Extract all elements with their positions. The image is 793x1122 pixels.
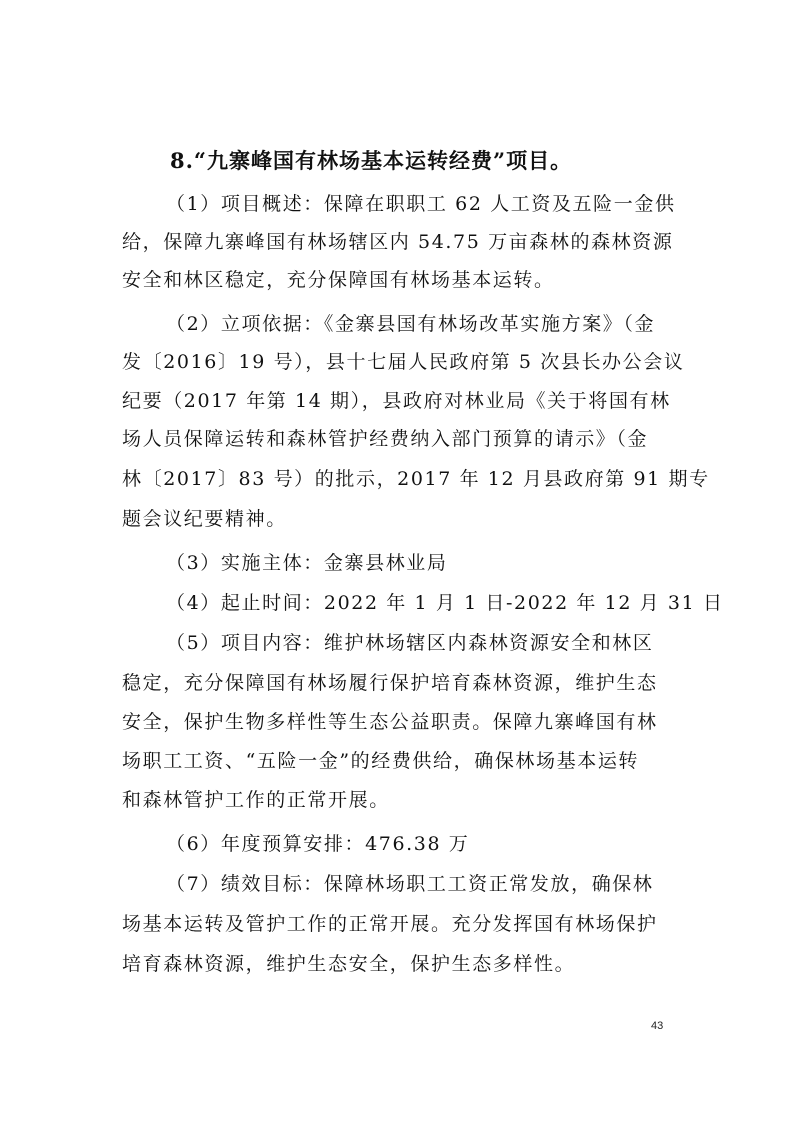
paragraph-line: 林〔2017〕83 号）的批示，2017 年 12 月县政府第 91 期专 xyxy=(122,468,710,490)
page-number: 43 xyxy=(651,1020,664,1032)
paragraph-line: 稳定，充分保障国有林场履行保护培育森林资源，维护生态 xyxy=(122,672,658,694)
paragraph-line: 安全，保护生物多样性等生态公益职责。保障九寨峰国有林 xyxy=(122,711,658,733)
paragraph-line: 纪要（2017 年第 14 期），县政府对林业局《关于将国有林 xyxy=(122,390,671,412)
paragraph-line: （2）立项依据：《金寨县国有林场改革实施方案》（金 xyxy=(166,313,656,335)
paragraph-line: （4）起止时间：2022 年 1 月 1 日-2022 年 12 月 31 日 xyxy=(166,592,724,614)
paragraph-line: （3）实施主体：金寨县林业局 xyxy=(166,552,448,574)
paragraph-line: （5）项目内容：维护林场辖区内森林资源安全和林区 xyxy=(166,632,654,654)
paragraph-line: 安全和林区稳定，充分保障国有林场基本运转。 xyxy=(122,269,555,291)
paragraph-line: （7）绩效目标：保障林场职工工资正常发放，确保林 xyxy=(166,873,654,895)
paragraph-line: 场职工工资、“五险一金”的经费供给，确保林场基本运转 xyxy=(122,750,640,772)
section-heading: 8.“九寨峰国有林场基本运转经费”项目。 xyxy=(170,148,573,173)
paragraph-line: 培育森林资源，维护生态安全，保护生态多样性。 xyxy=(122,953,576,975)
paragraph-line: 题会议纪要精神。 xyxy=(122,508,287,530)
paragraph-line: （6）年度预算安排：476.38 万 xyxy=(166,833,470,855)
paragraph-line: 发〔2016〕19 号），县十七届人民政府第 5 次县长办公会议 xyxy=(122,351,685,373)
paragraph-line: 场基本运转及管护工作的正常开展。充分发挥国有林场保护 xyxy=(122,913,658,935)
paragraph-line: 场人员保障运转和森林管护经费纳入部门预算的请示》（金 xyxy=(122,428,649,450)
paragraph-line: 和森林管护工作的正常开展。 xyxy=(122,789,390,811)
paragraph-line: （1）项目概述：保障在职职工 62 人工资及五险一金供 xyxy=(166,193,676,215)
paragraph-line: 给，保障九寨峰国有林场辖区内 54.75 万亩森林的森林资源 xyxy=(122,231,674,253)
